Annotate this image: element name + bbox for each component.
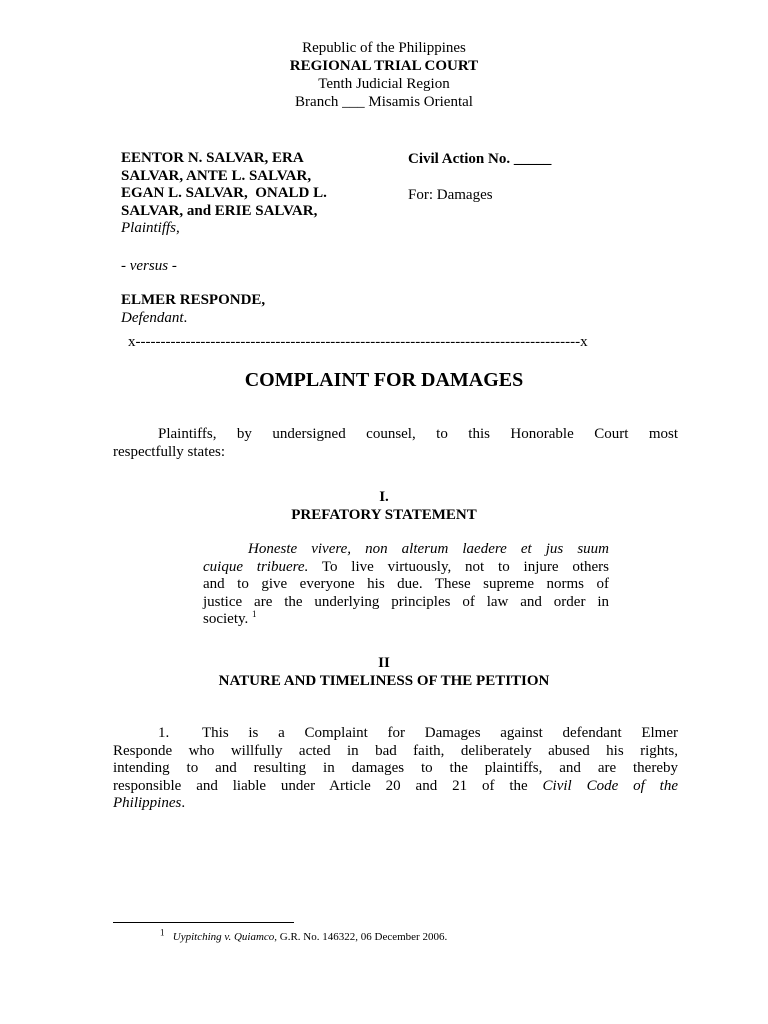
para-line xyxy=(113,725,678,743)
intro-line: Plaintiffs, by undersigned counsel, to this Honorable Court most xyxy=(158,426,678,442)
plaintiffs-line: SALVAR, and ERIE SALVAR, xyxy=(121,202,318,219)
section-1-heading: PREFATORY STATEMENT xyxy=(291,507,477,523)
quote-line: justice are the underlying principles of law and order in xyxy=(203,593,609,610)
plaintiffs-line: EENTOR N. SALVAR, ERA xyxy=(121,150,304,166)
section-2-number: II xyxy=(378,655,390,671)
header-region: Tenth Judicial Region xyxy=(318,76,450,92)
prefatory-quote xyxy=(203,541,609,629)
quote-line: and to give everyone his due. These supreme norms of xyxy=(203,576,609,592)
defendant-label-line xyxy=(121,310,381,328)
plaintiffs-suffix: , xyxy=(176,220,180,236)
section-1-number: I. xyxy=(379,489,389,505)
footnote xyxy=(160,927,448,943)
document-title: COMPLAINT FOR DAMAGES xyxy=(244,369,524,391)
para-line: Responde who willfully acted in bad faith, deliberately abused his rights, xyxy=(113,742,678,759)
footnote-number: 1 xyxy=(160,927,165,938)
plaintiffs-line: SALVAR, ANTE L. SALVAR, xyxy=(121,167,312,184)
para-text: responsible and liable under Article 20 and 21 of the xyxy=(113,777,543,794)
paragraph-1 xyxy=(113,725,678,813)
para-italic: Philippines xyxy=(113,795,182,811)
quote-text: To live virtuously, not to injure others xyxy=(308,558,609,575)
header-republic: Republic of the Philippines xyxy=(302,40,466,56)
para-line: intending to and resulting in damages to the plaintiffs, and are thereby xyxy=(113,760,678,776)
quote-line xyxy=(203,559,609,577)
para-text: . xyxy=(181,795,186,811)
defendant-suffix: . xyxy=(183,310,188,326)
quote-italic: cuique tribuere. xyxy=(203,558,309,575)
quote-text: society. xyxy=(203,611,249,627)
plaintiffs-label-line xyxy=(121,220,381,238)
civil-action-number: Civil Action No. _____ xyxy=(408,151,552,167)
footnote-citation: , G.R. No. 146322, 06 December 2006. xyxy=(274,931,448,943)
para-number: 1. xyxy=(158,725,170,741)
footnote-case: Uypitching v. Quiamco xyxy=(172,931,275,943)
header-court: REGIONAL TRIAL COURT xyxy=(289,58,479,74)
footnote-divider xyxy=(113,922,294,923)
quote-line: Honeste vivere, non alterum laedere et jus suum xyxy=(248,541,609,557)
quote-line xyxy=(203,611,609,629)
footnote-reference: 1 xyxy=(252,609,257,619)
for-damages: For: Damages xyxy=(408,187,493,203)
plaintiffs-names xyxy=(121,150,381,220)
para-line xyxy=(113,778,678,796)
defendant-label: Defendant xyxy=(121,310,184,326)
caption-separator: x-----------------------------------------------------------------------------------------x xyxy=(128,334,588,350)
defendant-name: ELMER RESPONDE, xyxy=(121,292,266,308)
header-branch: Branch ___ Misamis Oriental xyxy=(295,94,473,110)
para-text: This is a Complaint for Damages against defendant Elmer xyxy=(202,725,678,741)
plaintiffs-line: EGAN L. SALVAR, ONALD L. xyxy=(121,185,327,201)
para-italic: Civil Code of the xyxy=(542,777,678,794)
plaintiffs-label: Plaintiffs xyxy=(121,220,177,236)
versus-text: - versus - xyxy=(121,258,177,274)
para-line xyxy=(113,795,678,813)
intro-paragraph xyxy=(113,426,678,461)
section-2-heading: NATURE AND TIMELINESS OF THE PETITION xyxy=(218,673,550,689)
intro-line: respectfully states: xyxy=(113,443,226,460)
